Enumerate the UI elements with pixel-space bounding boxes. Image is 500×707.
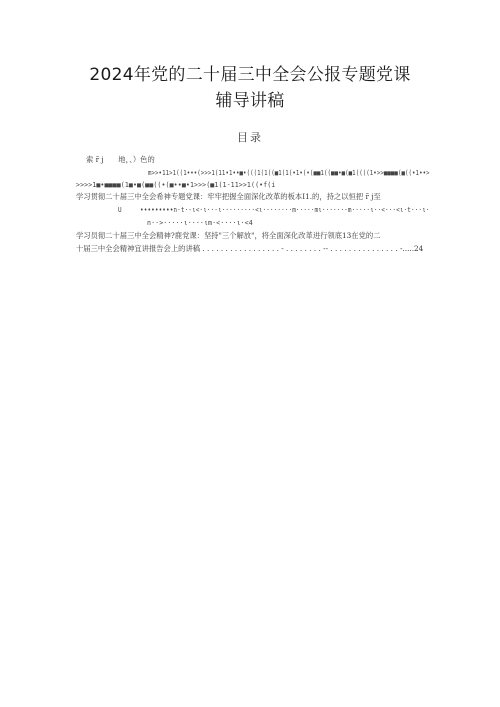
toc-line-1: 索 r̃ j 地，、）色的 [86,155,155,164]
toc-heading: 目录 [237,131,263,144]
toc-line-8: 十届三中全会精神宜讲报告会上的讲稿 . . . . . . . . . . . . . . . . . - . . . . . . . . -- . . . . . . . . . . . . . . . -.....24 [76,244,424,253]
document-title-line-1: 2024年党的二十届三中全会公报专题党课 [89,65,411,85]
toc-line-6: n··>·····ι····ιm·<····ι·<4 [147,219,253,227]
document-title-line-2: 辅导讲稿 [215,91,285,111]
toc-line-2: m>>•11>1((1•••(>>>1(11•1••■•(((1(1((■1(1(•1•(•(■■1((■■•■(■1((((1•>>■■■■(■((•1••> [148,169,430,177]
toc-line-7: 学习员彻二十届三中全会精神?鹿党课：坚持"三个解放"，将全面深化改革进行领底13在党的二 [76,231,381,240]
toc-line-4: 学习贯彻二十届三中全会希神专题党课：牢牢把握全面深化改革的板本I1.的，持之以恒把 r̃ j至 [76,192,381,201]
toc-line-3: >>>>1■•■■■■(1■•■(■■((•(■••■•1>>>(■1(1-11>>1((•f(i [76,181,276,189]
toc-line-5: U •••••••••n·t·-ι<·ι···ι·········<ι········m·····mι·······m·····ι··<···<ι·t···ι· [118,206,430,214]
